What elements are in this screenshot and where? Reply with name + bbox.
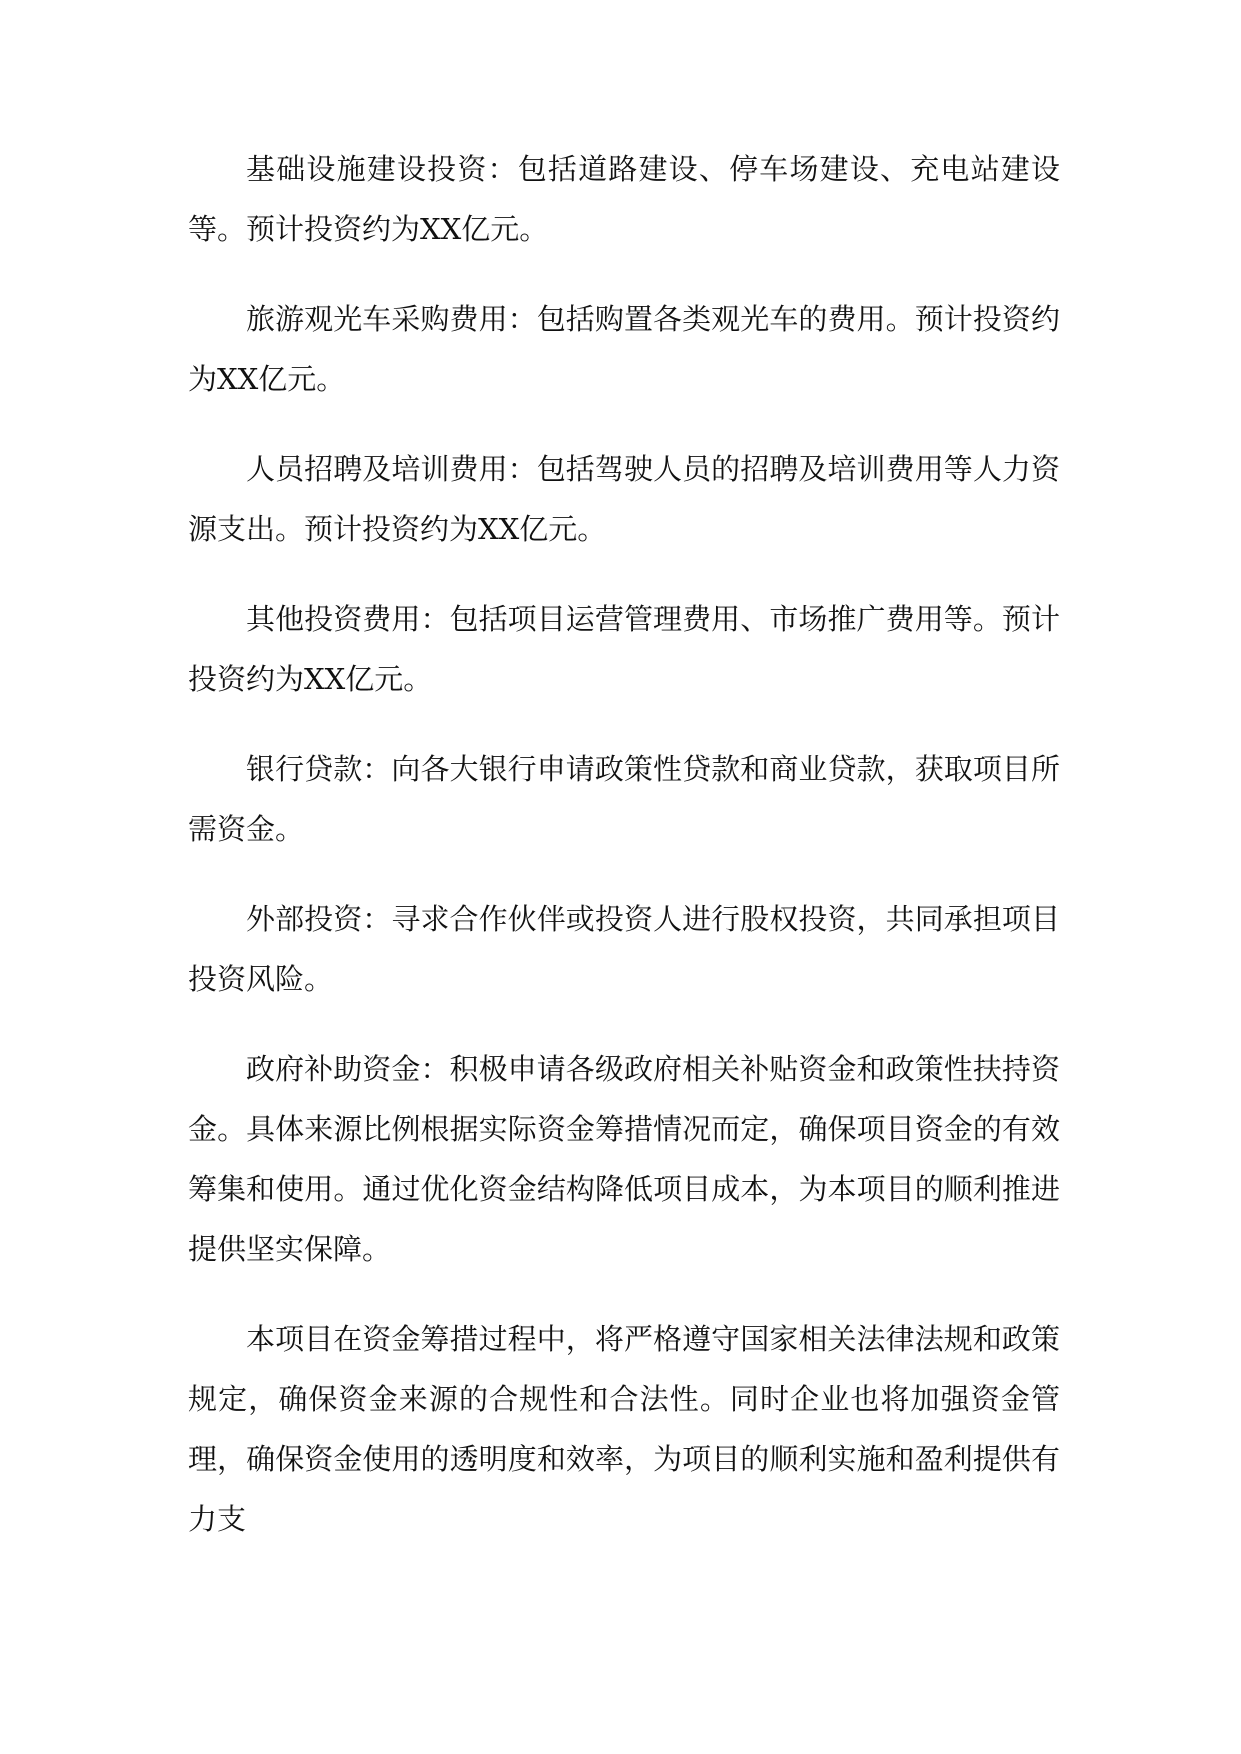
paragraph-infrastructure-investment: 基础设施建设投资：包括道路建设、停车场建设、充电站建设等。预计投资约为XX亿元。 bbox=[188, 152, 1060, 246]
paragraph-external-investment: 外部投资：寻求合作伙伴或投资人进行股权投资，共同承担项目投资风险。 bbox=[188, 902, 1060, 996]
paragraph-compliance-statement: 本项目在资金筹措过程中，将严格遵守国家相关法律法规和政策规定，确保资金来源的合规性和合法性。同时企业也将加强资金管理，确保资金使用的透明度和效率，为项目的顺利实施和盈利提供有力支 bbox=[188, 1322, 1060, 1536]
paragraph-bank-loans: 银行贷款：向各大银行申请政策性贷款和商业贷款，获取项目所需资金。 bbox=[188, 752, 1060, 846]
paragraph-staff-training-cost: 人员招聘及培训费用：包括驾驶人员的招聘及培训费用等人力资源支出。预计投资约为XX亿元。 bbox=[188, 452, 1060, 546]
paragraph-government-subsidy: 政府补助资金：积极申请各级政府相关补贴资金和政策性扶持资金。具体来源比例根据实际资金筹措情况而定，确保项目资金的有效筹集和使用。通过优化资金结构降低项目成本，为本项目的顺利推进提供坚实保障。 bbox=[188, 1052, 1060, 1266]
paragraph-other-investment-cost: 其他投资费用：包括项目运营管理费用、市场推广费用等。预计投资约为XX亿元。 bbox=[188, 602, 1060, 696]
document-body bbox=[188, 139, 1060, 1549]
paragraph-vehicle-purchase-cost: 旅游观光车采购费用：包括购置各类观光车的费用。预计投资约为XX亿元。 bbox=[188, 302, 1060, 396]
